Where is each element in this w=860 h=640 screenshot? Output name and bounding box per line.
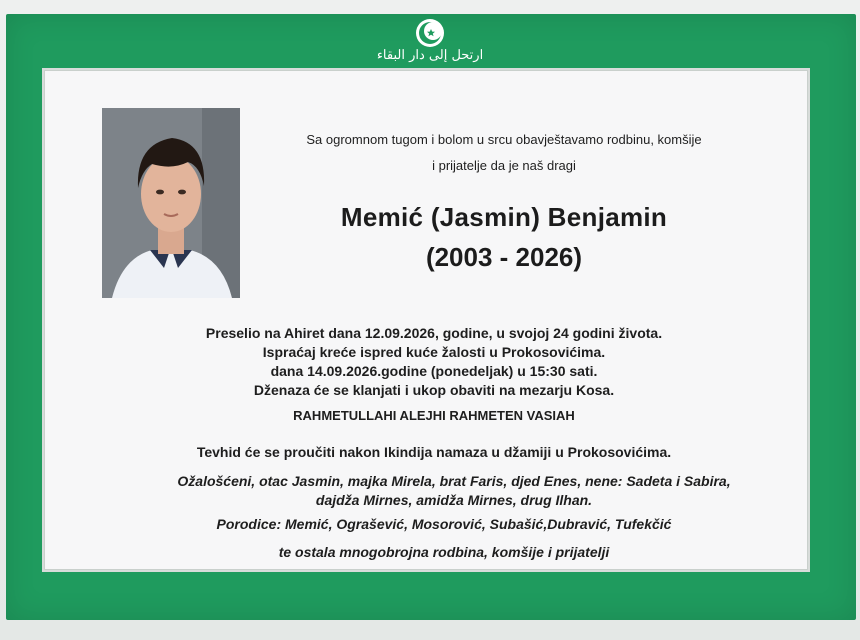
- families-list: Porodice: Memić, Ograšević, Mosorović, Subašić,Dubravić, Tufekčić: [216, 516, 672, 532]
- life-years: (2003 - 2026): [425, 242, 583, 272]
- other-relatives: te ostala mnogobrojna rodbina, komšije i prijatelji: [278, 544, 610, 560]
- funeral-details: [144, 324, 724, 400]
- details-line-4: Dženaza će se klanjati i ukop obaviti na mezarju Kosa.: [253, 382, 615, 398]
- header-crest: [370, 18, 490, 68]
- crescent-star-icon: [415, 18, 445, 48]
- arabic-inscription: ارتحل إلى دار البقاء: [376, 48, 484, 63]
- tevhid-text: Tevhid će se proučiti nakon Ikindija namaza u džamiji u Prokosovićima.: [196, 444, 672, 460]
- intro-line-1: Sa ogromnom tugom i bolom u srcu obavještavamo rodbinu, komšije: [306, 132, 702, 147]
- details-line-1: Preselio na Ahiret dana 12.09.2026, godine, u svojoj 24 godini života.: [205, 325, 663, 341]
- obituary-card: [42, 68, 810, 572]
- portrait-photo: [102, 108, 240, 298]
- mourners-line-2: dajdža Mirnes, amidža Mirnes, drug Ilhan.: [315, 492, 593, 508]
- deceased-name: Memić (Jasmin) Benjamin: [340, 202, 668, 232]
- mourners-line-1: Ožalošćeni, otac Jasmin, majka Mirela, brat Faris, djed Enes, nene: Sadeta i Sabira,: [177, 473, 731, 489]
- details-line-3: dana 14.09.2026.godine (ponedeljak) u 15:30 sati.: [270, 363, 598, 379]
- mourners-list: [144, 472, 764, 510]
- intro-line-2: i prijatelje da je naš dragi: [432, 158, 576, 173]
- details-line-2: Ispraćaj kreće ispred kuće žalosti u Prokosovićima.: [262, 344, 606, 360]
- prayer-text: RAHMETULLAHI ALEJHI RAHMETEN VASIAH: [293, 408, 575, 423]
